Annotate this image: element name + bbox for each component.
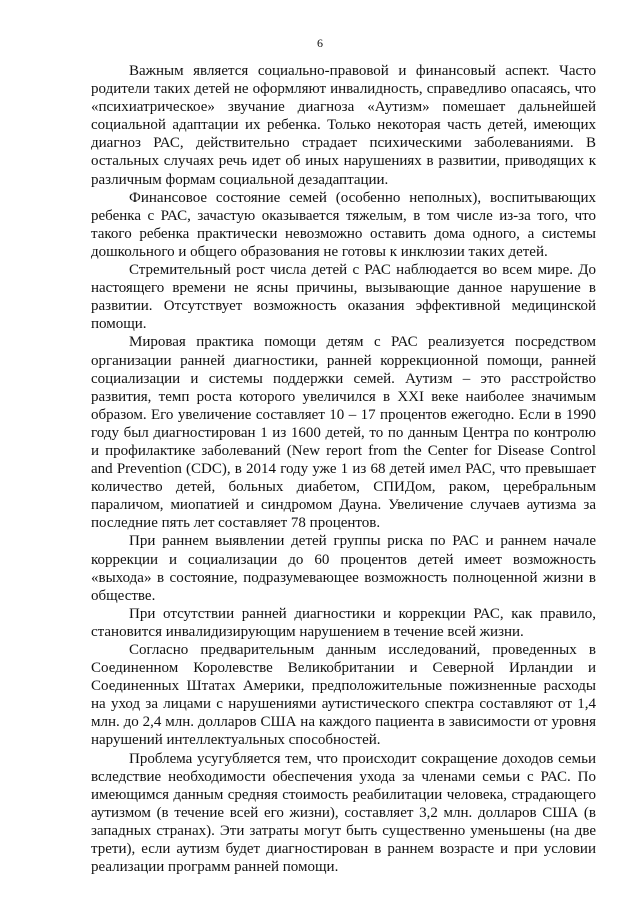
paragraph-family-finances: Финансовое состояние семей (особенно неполных), воспитывающих ребенка с РАС, зачастую оказывается тяжелым, в том числе из-за того, что такого ребенка практически невозможно оставить дома одного, а системы дошкольного и общего образования не готовы к инклюзии таких детей. — [91, 189, 596, 260]
paragraph-social-legal-aspect: Важным является социально-правовой и финансовый аспект. Часто родители таких детей не оформляют инвалидность, справедливо опасаясь, что «психиатрическое» звучание диагноза «Аутизм» помешает дальнейшей социальной адаптации их ребенка. Только некоторая часть детей, имеющих диагноз РАС, действительно страдает психическими заболеваниями. В остальных случаях речь идет об иных нарушениях в развитии, приводящих к различным формам социальной дезадаптации. — [91, 63, 596, 188]
paragraph-no-diagnostics: При отсутствии ранней диагностики и коррекции РАС, как правило, становится инвалидизирующим нарушением в течение всей жизни. — [91, 605, 596, 640]
paragraph-global-growth: Стремительный рост числа детей с РАС наблюдается во всем мире. До настоящего времени не ясны причины, вызывающие данное нарушение в развитии. Отсутствует возможность оказания эффективной медицинской помощи. — [91, 262, 596, 333]
paragraph-world-practice: Мировая практика помощи детям с РАС реализуется посредством организации ранней диагностики, ранней коррекционной помощи, ранней социализации и системы поддержки семей. Аутизм – это расстройство развития, темп роста которого увеличился в XXI веке наиболее значимым образом. Его увеличение составляет 10 – 17 процентов ежегодно. Если в 1990 году был диагностирован 1 из 1600 детей, то по данным Центра по контролю и профилактике заболеваний (New report from the Center for Disease Control and Prevention (CDC), в 2014 году уже 1 из 68 детей имел РАС, что превышает количество детей, больных диабетом, СПИДом, раком, церебральным параличом, миопатией и синдромом Дауна. Увеличение случаев аутизма за последние пять лет составляет 78 процентов. — [91, 334, 596, 532]
document-body — [91, 62, 596, 876]
page-number: 6 — [317, 36, 323, 50]
paragraph-lifetime-costs: Согласно предварительным данным исследований, проведенных в Соединенном Королевстве Великобритании и Северной Ирландии и Соединенных Штатах Америки, предположительные пожизненные расходы на уход за лицами с нарушениями аутистического спектра составляют от 1,4 млн. до 2,4 млн. долларов США на каждого пациента в зависимости от уровня нарушений интеллектуальных способностей. — [91, 642, 596, 749]
paragraph-early-detection: При раннем выявлении детей группы риска по РАС и раннем начале коррекции и социализации до 60 процентов детей имеет возможность «выхода» в состояние, подразумевающее возможность полноценной жизни в обществе. — [91, 533, 596, 604]
paragraph-income-reduction: Проблема усугубляется тем, что происходит сокращение доходов семьи вследствие необходимости обеспечения ухода за членами семьи с РАС. По имеющимся данным средняя стоимость реабилитации человека, страдающего аутизмом (в течение всей его жизни), составляет 3,2 млн. долларов США (в западных странах). Эти затраты могут быть существенно уменьшены (на две трети), если аутизм будет диагностирован в раннем возрасте и при условии реализации программ ранней помощи. — [91, 750, 596, 876]
